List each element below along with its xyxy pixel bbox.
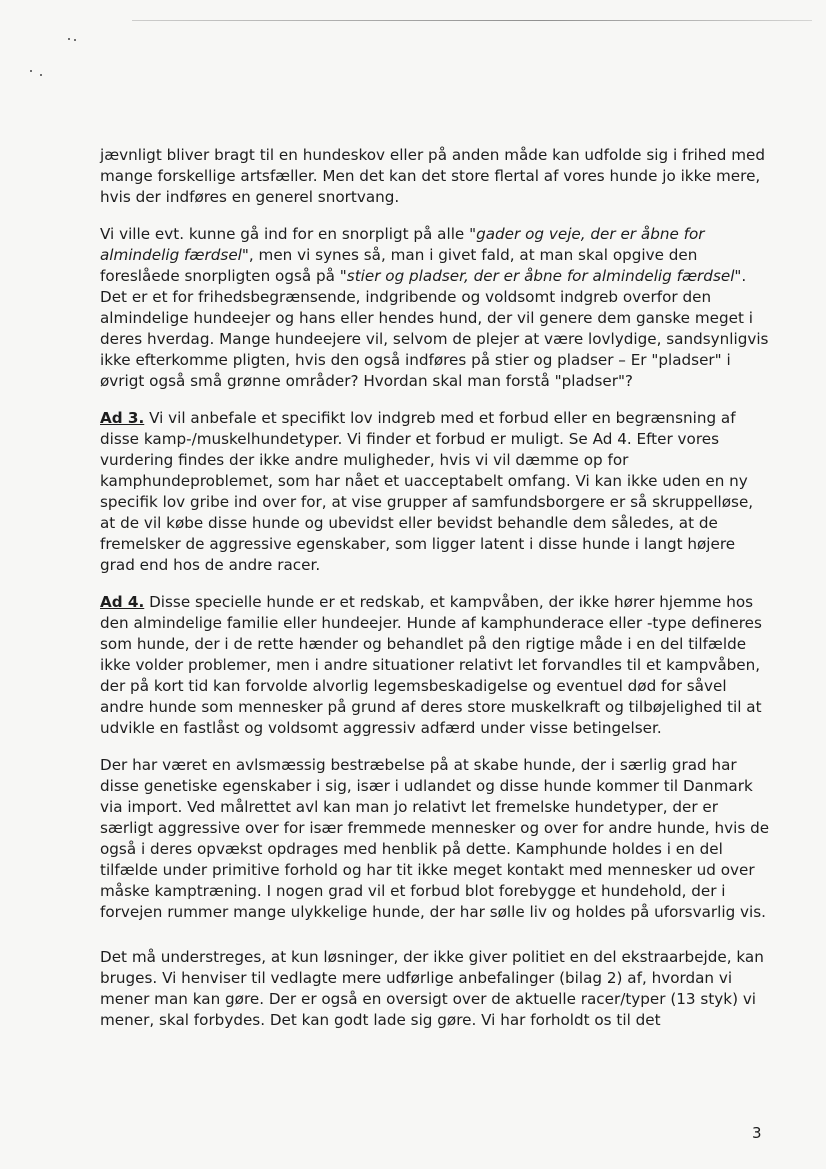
scan-speck xyxy=(74,39,76,41)
page-number: 3 xyxy=(752,1124,762,1142)
body-paragraph xyxy=(100,755,772,923)
paragraph-text: Der har været en avlsmæssig bestræbelse på at skabe hunde, der i særlig grad har disse genetiske egenskaber i sig, især i udlandet og disse hunde kommer til Danmark via import. Ved målrettet avl kan man jo relativt let fremelske hundetyper, der er særligt aggressive over for især fremmede mennesker og over for andre hunde, hvis de også i deres opvækst opdrages med henblik på dette. Kamphunde holdes i en del tilfælde under primitive forhold og har tit ikke meget kontakt med mennesker ud over måske kamptræning. I nogen grad vil et forbud blot forebygge et hundehold, der i forvejen rummer mange ulykkelige hunde, der har sølle liv og holdes på uforsvarlig vis. xyxy=(100,756,770,921)
paragraph-text: Vi ville evt. kunne gå ind for en snorpligt på alle xyxy=(100,225,470,243)
body-paragraph xyxy=(100,592,772,739)
scan-speck xyxy=(30,70,32,72)
quoted-text: "gader og veje, der er åbne for almindelig færdsel" xyxy=(100,225,705,264)
document-body xyxy=(100,145,772,1047)
paragraph-text: Disse specielle hunde er et redskab, et kampvåben, der ikke hører hjemme hos den almindelige familie eller hundeejer. Hunde af kamphunderace eller -type defineres som hunde, der i de rette hænder og behandlet på den rigtige måde i en del tilfælde ikke volder problemer, men i andre situationer relativt let forvandles til et kampvåben, der på kort tid kan forvolde alvorlig legemsbeskadigelse og eventuel død for såvel andre hunde som mennesker på grund af deres store muskelkraft og tilbøjelighed til at udvikle en fastlåst og voldsomt aggressiv adfærd under visse betingelser. xyxy=(100,593,762,737)
paragraph-text: Det må understreges, at kun løsninger, der ikke giver politiet en del ekstraarbejde, kan bruges. Vi henviser til vedlagte mere udførlige anbefalinger (bilag 2) af, hvordan vi mener man kan gøre. Der er også en oversigt over de aktuelle racer/typer (13 styk) vi mener, skal forbydes. Det kan godt lade sig gøre. Vi har forholdt os til det xyxy=(100,948,764,1029)
scan-speck xyxy=(68,38,70,40)
body-paragraph xyxy=(100,947,772,1031)
section-heading: Ad 4. xyxy=(100,593,145,611)
paragraph-text: jævnligt bliver bragt til en hundeskov eller på anden måde kan udfolde sig i frihed med mange forskellige artsfæller. Men det kan det store flertal af vores hunde jo ikke mere, hvis der indføres en generel snortvang. xyxy=(100,146,766,206)
body-paragraph xyxy=(100,408,772,576)
body-paragraph xyxy=(100,224,772,392)
section-heading: Ad 3. xyxy=(100,409,145,427)
paragraph-text: , men vi synes så, man i givet fald, at man skal opgive den foreslåede snorpligten også på xyxy=(100,246,698,285)
body-paragraph xyxy=(100,145,772,208)
scan-speck xyxy=(40,74,42,76)
quoted-text: "stier og pladser, der er åbne for almindelig færdsel" xyxy=(339,267,742,285)
paragraph-text: Vi vil anbefale et specifikt lov indgreb med et forbud eller en begrænsning af disse kamp-/muskelhundetyper. Vi finder et forbud er muligt. Se Ad 4. Efter vores vurdering findes der ikke andre muligheder, hvis vi vil dæmme op for kamphundeproblemet, som har nået et uacceptabelt omfang. Vi kan ikke uden en ny specifik lov gribe ind over for, at vise grupper af samfundsborgere er så skruppelløse, at de vil købe disse hunde og ubevidst eller bevidst behandle dem således, at de fremelsker de aggressive egenskaber, som ligger latent i disse hunde i langt højere grad end hos de andre racer. xyxy=(100,409,754,574)
scan-edge-line xyxy=(132,20,812,21)
paragraph-text: . Det er et for frihedsbegrænsende, indgribende og voldsomt indgreb overfor den almindelige hundeejer og hans eller hendes hund, der vil genere dem ganske meget i deres hverdag. Mange hundeejere vil, selvom de plejer at være lovlydige, sandsynligvis ikke efterkomme pligten, hvis den også indføres på stier og pladser – Er "pladser" i øvrigt også små grønne områder? Hvordan skal man forstå "pladser"? xyxy=(100,267,769,390)
